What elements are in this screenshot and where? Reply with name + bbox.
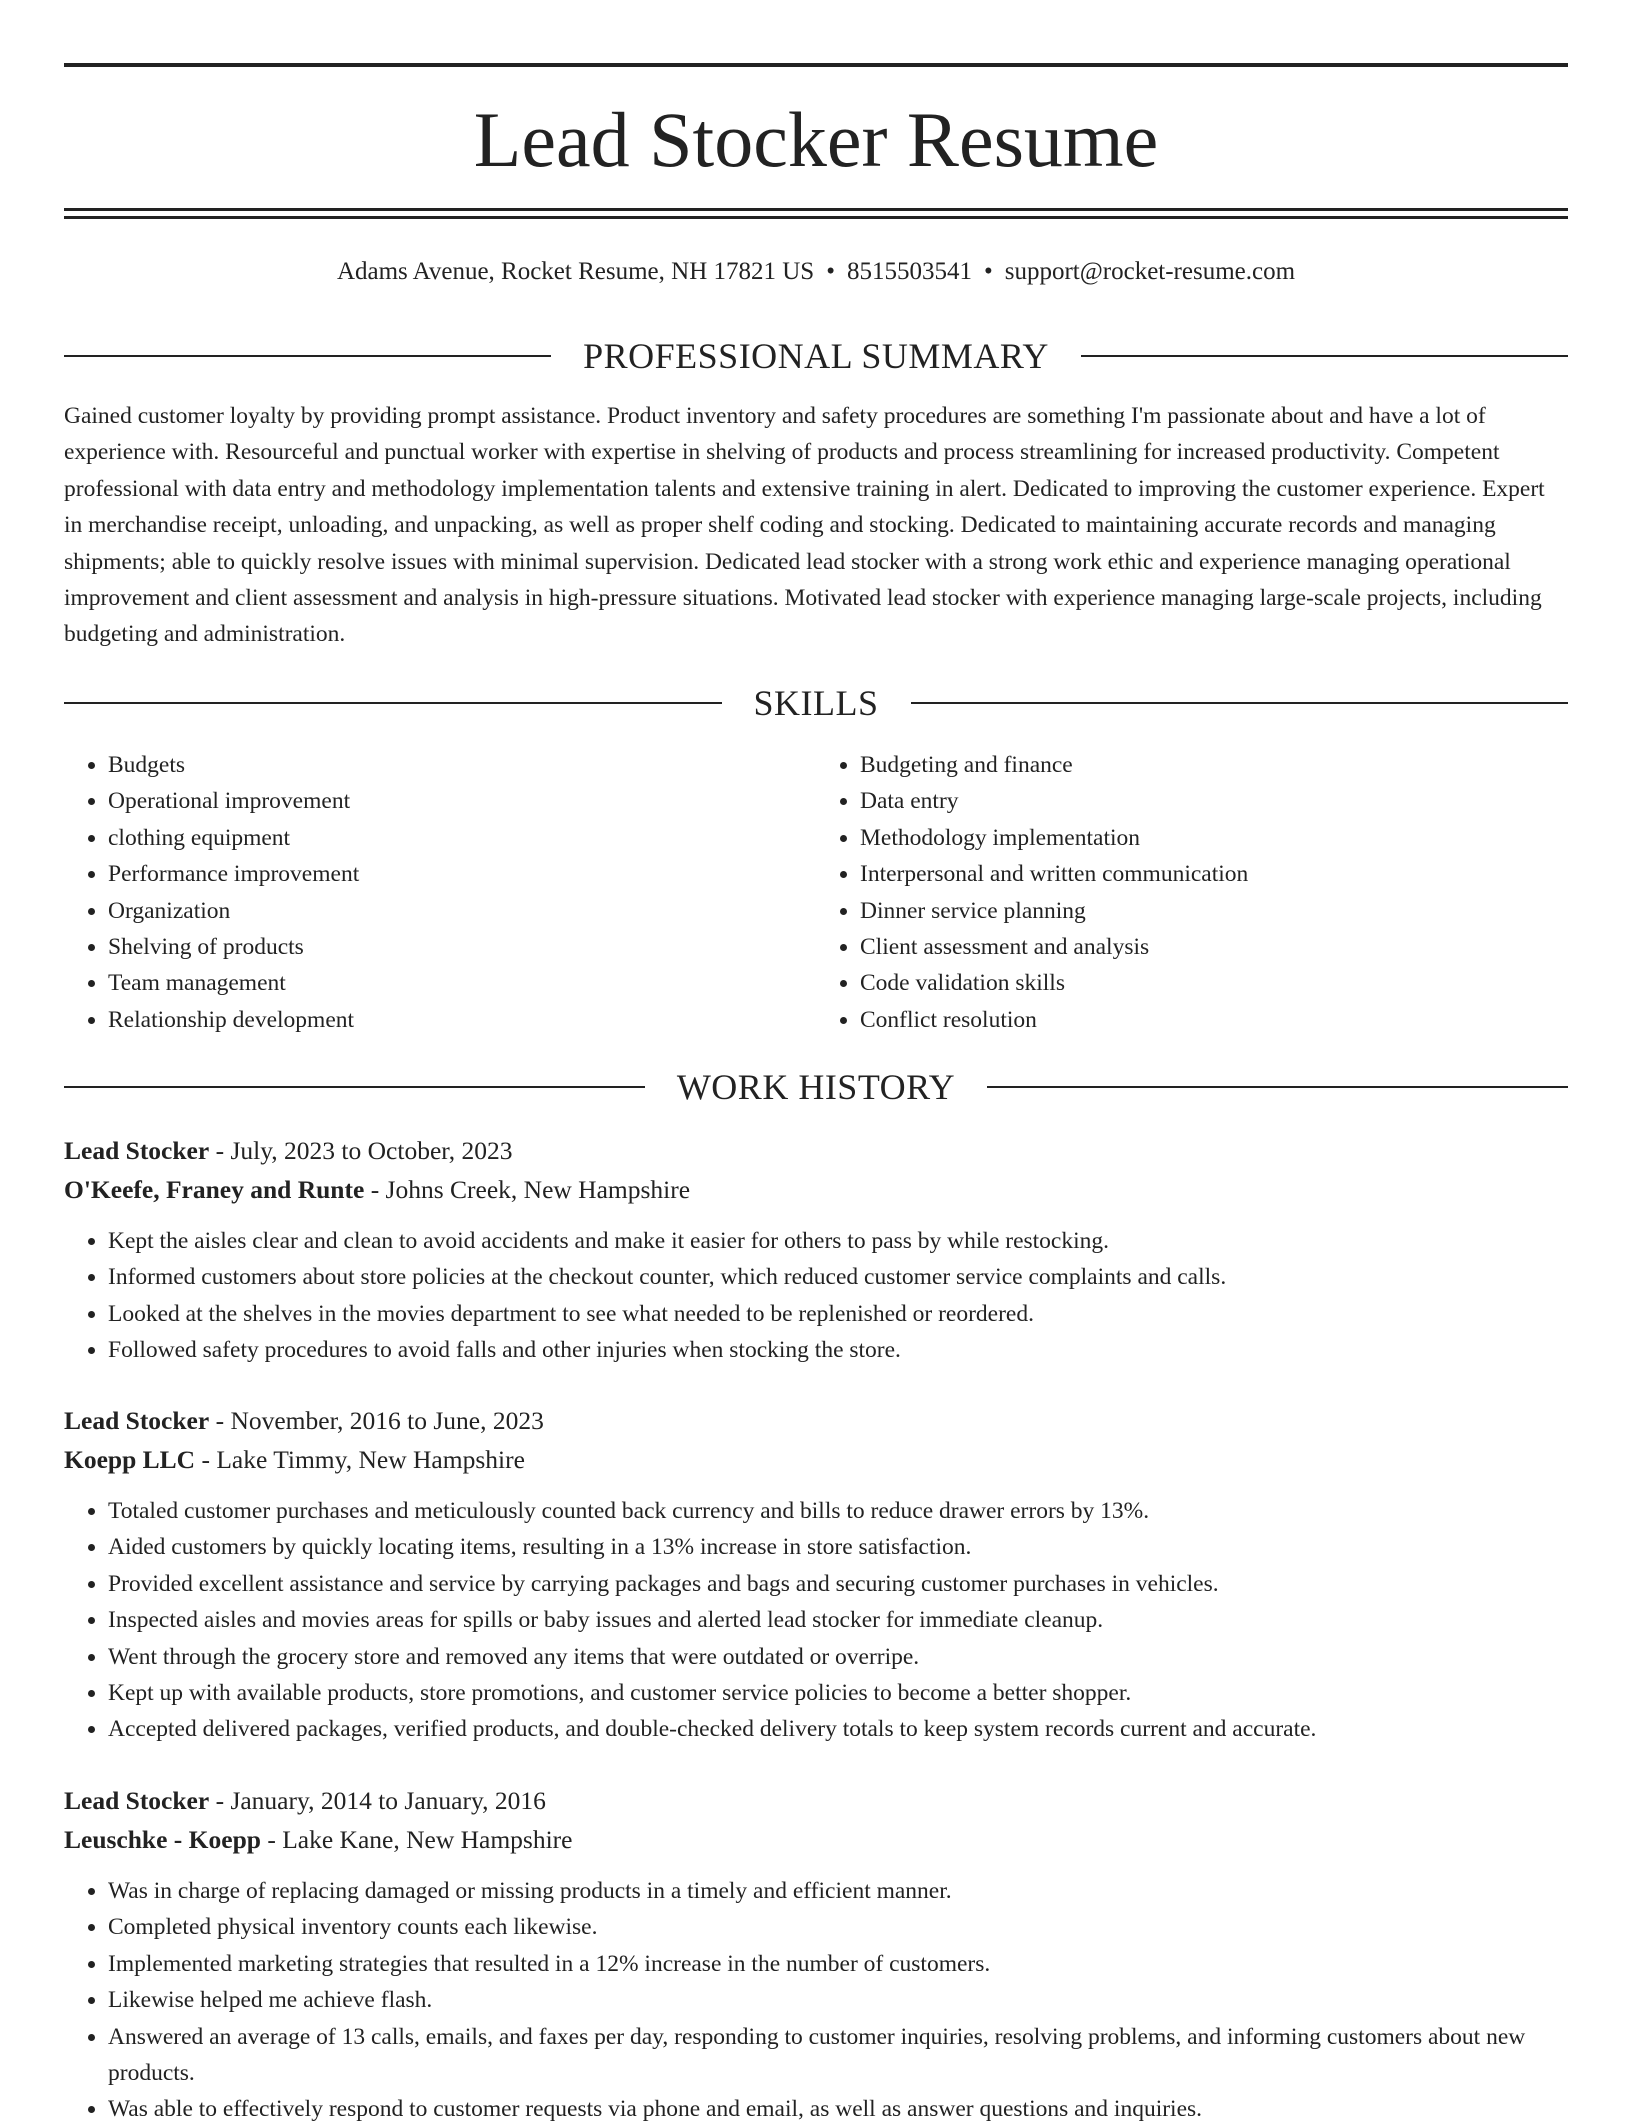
job-title-line [64,1401,1568,1440]
skill-item: • Client assessment and analysis [860,929,1568,965]
heading-rule [64,1086,645,1088]
skill-item: • Operational improvement [108,783,816,819]
contact-email: support@rocket-resume.com [1004,258,1296,285]
job-bullet: • Inspected aisles and movies areas for spills or baby issues and alerted lead stocker for immediate cleanup. [108,1602,1568,1638]
job-bullet: • Likewise helped me achieve flash. [108,1982,1568,2018]
skills-heading [64,681,1568,725]
job-entry [64,1131,1568,1369]
skill-item: • Data entry [860,783,1568,819]
job-bullet: • Aided customers by quickly locating items, resulting in a 13% increase in store satisfaction. [108,1529,1568,1565]
heading-rule [1081,355,1568,357]
job-title-line [64,1781,1568,1820]
job-location: - Johns Creek, New Hampshire [364,1175,691,1204]
job-company: Leuschke - Koepp [64,1825,261,1854]
skills-heading-label: SKILLS [753,683,879,723]
heading-rule [64,355,551,357]
job-bullet: • Looked at the shelves in the movies department to see what needed to be replenished or reordered. [108,1296,1568,1332]
top-rule [64,63,1568,67]
job-dates: - January, 2014 to January, 2016 [209,1786,546,1815]
resume-title: Lead Stocker Resume [473,96,1159,183]
skill-item: • Code validation skills [860,965,1568,1001]
job-dates: - July, 2023 to October, 2023 [209,1136,513,1165]
job-bullet: • Completed physical inventory counts each likewise. [108,1909,1568,1945]
summary-text: Gained customer loyalty by providing prompt assistance. Product inventory and safety procedures are something I'm passionate about and have a lot of experience with. Resourceful and punctual worker with expertise in shelving of products and process streamlining for increased productivity. Competent professional with data entry and methodology implementation talents and extensive training in alert. Dedicated to improving the customer experience. Expert in merchandise receipt, unloading, and unpacking, as well as proper shelf coding and stocking. Dedicated to maintaining accurate records and managing shipments; able to quickly resolve issues with minimal supervision. Dedicated lead stocker with a strong work ethic and experience managing operational improvement and client assessment and analysis in high-pressure situations. Motivated lead stocker with experience managing large-scale projects, including budgeting and administration. [64,403,1545,648]
job-bullet: • Went through the grocery store and removed any items that were outdated or overripe. [108,1639,1568,1675]
job-bullet: • Answered an average of 13 calls, emails, and faxes per day, responding to customer inquiries, resolving problems, and informing customers about new products. [108,2019,1568,2092]
job-location: - Lake Kane, New Hampshire [260,1825,573,1854]
job-entry [64,1781,1568,2128]
skill-item: • Conflict resolution [860,1002,1568,1038]
skills-column-left [64,747,816,1038]
heading-rule [911,702,1569,704]
skill-item: • Methodology implementation [860,820,1568,856]
skill-item: • Shelving of products [108,929,816,965]
contact-separator: • [826,258,835,285]
work-history-heading-label: WORK HISTORY [676,1067,956,1107]
skill-item: • clothing equipment [108,820,816,856]
contact-phone: 8515503541 [846,258,972,285]
heading-rule [987,1086,1568,1088]
skill-item: • Organization [108,893,816,929]
job-bullets [64,1493,1568,1748]
job-title: Lead Stocker [64,1786,210,1815]
job-company: O'Keefe, Franey and Runte [64,1175,365,1204]
summary-heading [64,334,1568,378]
job-location: - Lake Timmy, New Hampshire [195,1445,525,1474]
skills-column-right [816,747,1568,1038]
skill-item: • Relationship development [108,1002,816,1038]
job-bullet: • Kept the aisles clear and clean to avoid accidents and make it easier for others to pass by while restocking. [108,1223,1568,1259]
work-history-heading [64,1065,1568,1109]
job-company-line [64,1440,1568,1479]
heading-rule [64,702,722,704]
skill-item: • Dinner service planning [860,893,1568,929]
job-bullet: • Accepted delivered packages, verified products, and double-checked delivery totals to keep system records current and accurate. [108,1711,1568,1747]
job-dates: - November, 2016 to June, 2023 [209,1406,544,1435]
skill-item: • Team management [108,965,816,1001]
job-bullet: • Followed safety procedures to avoid falls and other injuries when stocking the store. [108,1332,1568,1368]
job-bullet: • Provided excellent assistance and service by carrying packages and bags and securing customer purchases in vehicles. [108,1566,1568,1602]
job-bullet: • Was able to effectively respond to customer requests via phone and email, as well as answer questions and inquiries. [108,2091,1568,2127]
contact-line [64,252,1568,292]
skill-item: • Interpersonal and written communication [860,856,1568,892]
job-company-line [64,1820,1568,1859]
title-double-rule [64,208,1568,219]
job-bullet: • Was in charge of replacing damaged or missing products in a timely and efficient manner. [108,1873,1568,1909]
job-bullets [64,1873,1568,2128]
job-title: Lead Stocker [64,1136,210,1165]
skill-item: • Performance improvement [108,856,816,892]
job-bullet: • Totaled customer purchases and meticulously counted back currency and bills to reduce drawer errors by 13%. [108,1493,1568,1529]
job-entry [64,1401,1568,1748]
summary-heading-label: PROFESSIONAL SUMMARY [583,336,1049,376]
contact-separator: • [983,258,993,285]
skill-item: • Budgets [108,747,816,783]
job-bullet: • Implemented marketing strategies that resulted in a 12% increase in the number of customers. [108,1946,1568,1982]
skills-list [64,747,1568,1038]
job-bullet: • Informed customers about store policies at the checkout counter, which reduced customer service complaints and calls. [108,1259,1568,1295]
job-title-line [64,1131,1568,1170]
skill-item: • Budgeting and finance [860,747,1568,783]
job-title: Lead Stocker [64,1406,210,1435]
job-bullet: • Kept up with available products, store promotions, and customer service policies to become a better shopper. [108,1675,1568,1711]
job-bullets [64,1223,1568,1369]
job-company: Koepp LLC [64,1445,196,1474]
contact-address: Adams Avenue, Rocket Resume, NH 17821 US [336,258,815,285]
job-company-line [64,1170,1568,1209]
